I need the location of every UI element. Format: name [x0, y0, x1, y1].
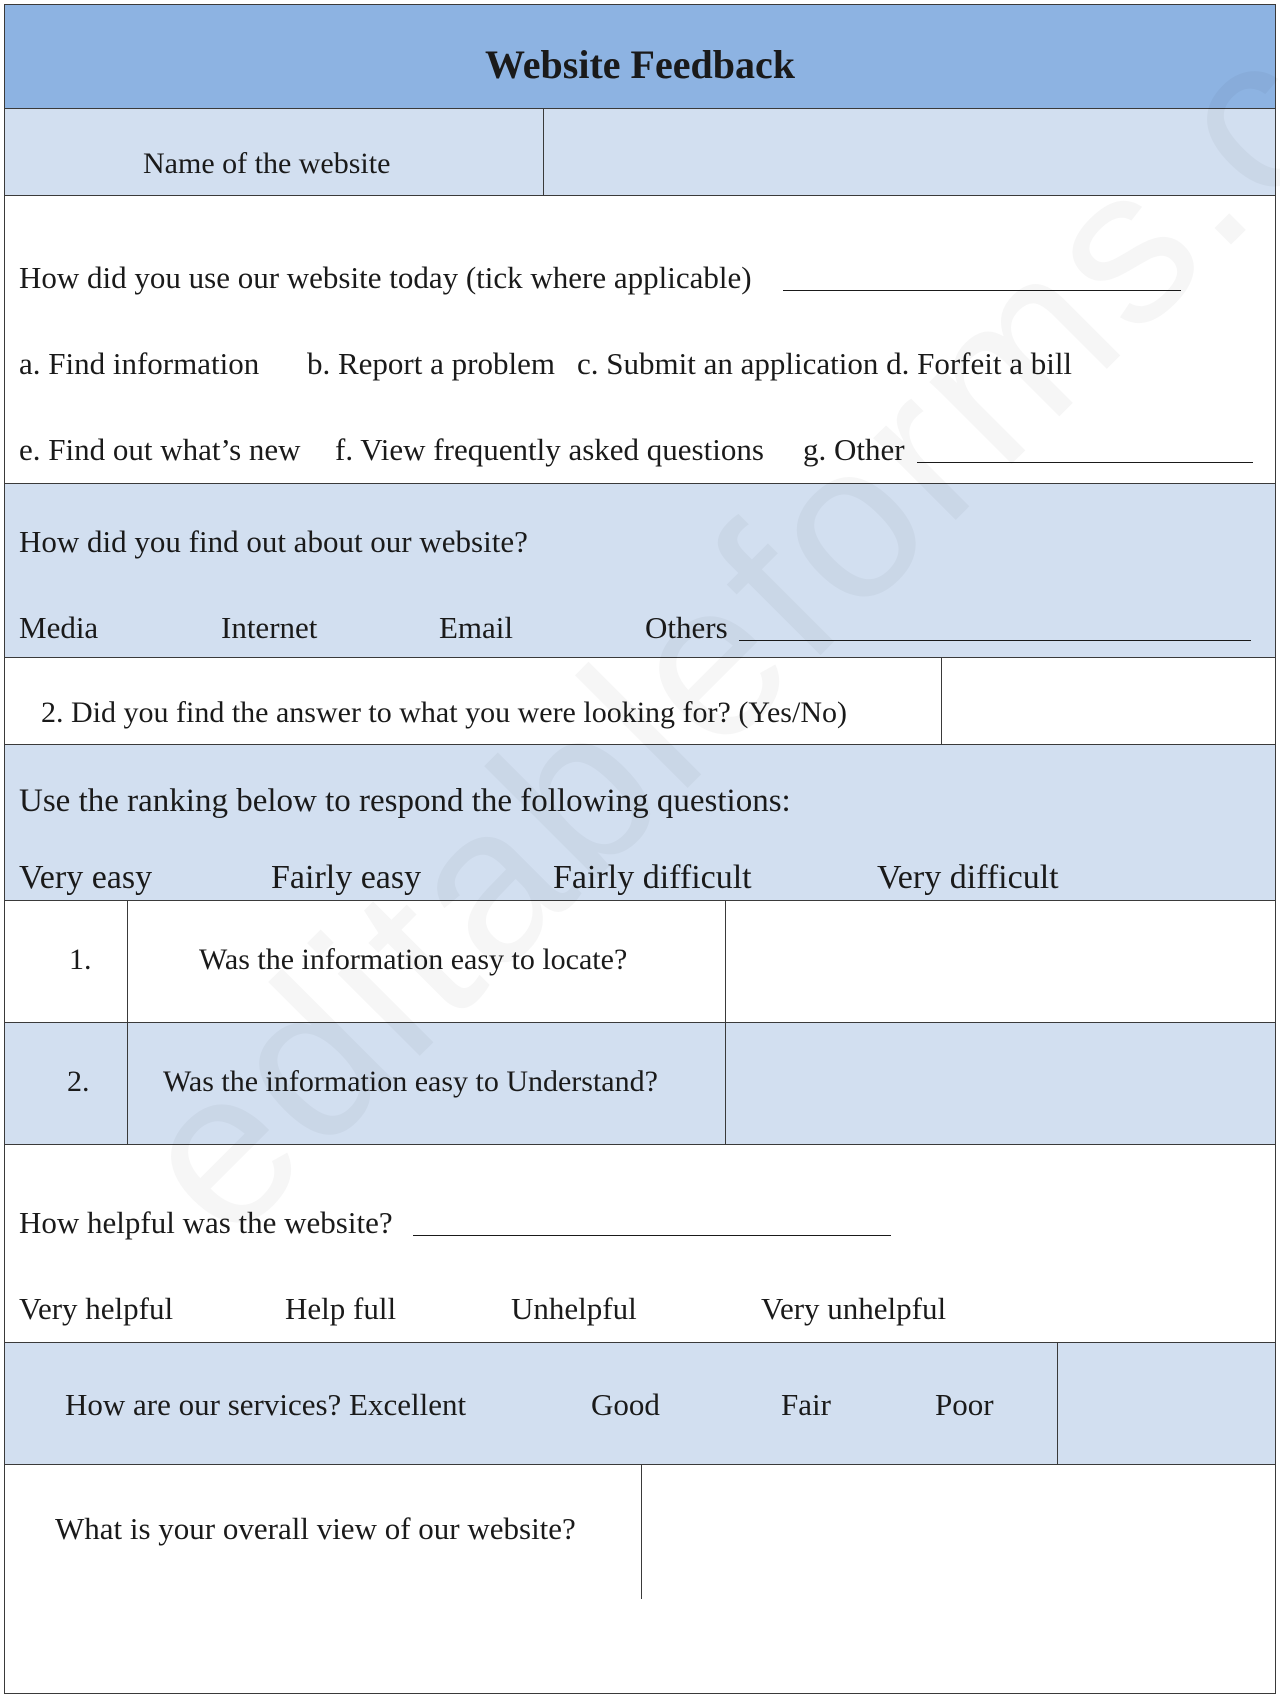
discovery-option-media[interactable]: Media	[19, 610, 99, 645]
discovery-question: How did you find out about our website?	[19, 524, 528, 559]
helpfulness-help-full[interactable]: Help full	[285, 1291, 397, 1326]
ranking-instruction: Use the ranking below to respond the following questions:	[19, 783, 791, 819]
discovery-section	[5, 484, 1275, 658]
discovery-option-others[interactable]: Others	[645, 610, 728, 645]
ranking-fairly-difficult: Fairly difficult	[553, 859, 752, 896]
divider	[941, 658, 942, 744]
ranking-question-number: 2.	[67, 1065, 90, 1098]
ranking-question-number: 1.	[69, 943, 92, 976]
found-answer-field[interactable]	[943, 658, 1275, 744]
usage-answer-line[interactable]	[783, 290, 1181, 291]
ranking-answer-field[interactable]	[727, 1023, 1275, 1144]
usage-option-submit-forfeit[interactable]: c. Submit an application d. Forfeit a bill	[577, 346, 1073, 381]
website-name-field[interactable]	[545, 109, 1275, 195]
usage-section	[5, 196, 1275, 484]
ranking-question-row	[5, 901, 1275, 1023]
form-title: Website Feedback	[485, 42, 795, 87]
divider	[725, 901, 726, 1022]
ranking-question-text: Was the information easy to locate?	[199, 943, 628, 976]
helpfulness-question: How helpful was the website?	[19, 1205, 393, 1240]
divider	[127, 1023, 128, 1144]
divider	[1057, 1343, 1058, 1464]
usage-other-line[interactable]	[917, 462, 1253, 463]
helpfulness-unhelpful[interactable]: Unhelpful	[511, 1291, 637, 1326]
usage-option-report-problem[interactable]: b. Report a problem	[307, 346, 555, 381]
found-answer-row	[5, 658, 1275, 745]
website-name-label: Name of the website	[143, 147, 391, 180]
usage-option-other[interactable]: g. Other	[803, 432, 905, 467]
website-name-row	[5, 109, 1275, 196]
helpfulness-answer-line[interactable]	[413, 1235, 891, 1236]
divider	[543, 109, 544, 195]
usage-question: How did you use our website today (tick where applicable)	[19, 260, 752, 295]
divider	[641, 1465, 642, 1599]
found-answer-question: 2. Did you find the answer to what you were looking for? (Yes/No)	[41, 696, 847, 729]
services-answer-field[interactable]	[1059, 1343, 1275, 1464]
services-option-fair[interactable]: Fair	[781, 1387, 831, 1422]
helpfulness-section	[5, 1145, 1275, 1343]
divider	[127, 901, 128, 1022]
overall-view-field[interactable]	[643, 1465, 1275, 1599]
ranking-section	[5, 745, 1275, 901]
website-feedback-form	[4, 4, 1276, 1694]
discovery-others-line[interactable]	[739, 640, 1251, 641]
usage-option-whats-new[interactable]: e. Find out what’s new	[19, 432, 301, 467]
divider	[725, 1023, 726, 1144]
discovery-option-email[interactable]: Email	[439, 610, 514, 645]
overall-view-question: What is your overall view of our website?	[55, 1511, 576, 1546]
ranking-very-easy: Very easy	[19, 859, 153, 896]
usage-option-faq[interactable]: f. View frequently asked questions	[335, 432, 764, 467]
helpfulness-very-unhelpful[interactable]: Very unhelpful	[761, 1291, 947, 1326]
helpfulness-very-helpful[interactable]: Very helpful	[19, 1291, 174, 1326]
services-row	[5, 1343, 1275, 1465]
ranking-very-difficult: Very difficult	[877, 859, 1059, 896]
usage-option-find-information[interactable]: a. Find information	[19, 346, 260, 381]
services-option-poor[interactable]: Poor	[935, 1387, 994, 1422]
form-header	[5, 5, 1275, 109]
services-question: How are our services? Excellent	[65, 1387, 467, 1422]
services-option-good[interactable]: Good	[591, 1387, 660, 1422]
ranking-answer-field[interactable]	[727, 901, 1275, 1022]
ranking-fairly-easy: Fairly easy	[271, 859, 422, 896]
ranking-question-text: Was the information easy to Understand?	[163, 1065, 658, 1098]
overall-view-row	[5, 1465, 1275, 1693]
ranking-question-row	[5, 1023, 1275, 1145]
discovery-option-internet[interactable]: Internet	[221, 610, 318, 645]
